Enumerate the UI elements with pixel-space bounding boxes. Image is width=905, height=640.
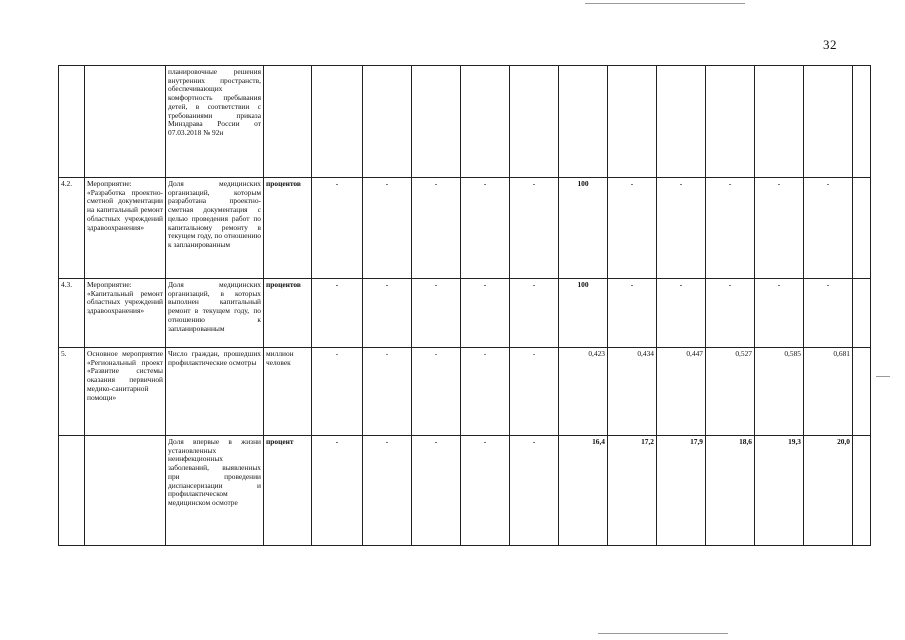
value-cell: - [706,178,755,279]
indicator-cell: Доля впервые в жизни установленных неинфекционных заболеваний, выявленных при проведении диспансеризации и профилактическом медицинском осмотре [166,436,264,546]
row-number: 4.3. [59,279,85,348]
value-cell: 0,585 [755,348,804,436]
value-cell: - [755,178,804,279]
value-cell [312,66,363,178]
row-number: 4.2. [59,178,85,279]
row-number [59,436,85,546]
value-cell: - [510,348,559,436]
value-cell: - [510,178,559,279]
scan-artifact-top [585,3,745,4]
table-row [59,178,871,279]
value-cell: - [312,279,363,348]
value-cell [853,348,871,436]
event-cell [85,66,166,178]
value-cell: - [461,436,510,546]
value-cell [510,66,559,178]
value-cell: 17,9 [657,436,706,546]
indicator-cell: Число граждан, прошедших профилактические осмотры [166,348,264,436]
value-cell: - [412,348,461,436]
value-cell: 0,423 [559,348,608,436]
indicator-table [58,65,871,546]
indicator-cell: Доля медицинских организаций, в которых выполнен капитальный ремонт в текущем году, по отношению к запланированным [166,279,264,348]
value-cell: - [608,279,657,348]
unit-cell: процентов [264,279,312,348]
value-cell: 18,6 [706,436,755,546]
row-number [59,66,85,178]
unit-cell: процентов [264,178,312,279]
value-cell: - [412,436,461,546]
value-cell: - [804,279,853,348]
value-cell: - [312,178,363,279]
value-cell [853,66,871,178]
value-cell: - [363,178,412,279]
value-cell: 16,4 [559,436,608,546]
value-cell: - [461,178,510,279]
value-cell [853,279,871,348]
page-number: 32 [823,37,837,52]
value-cell [608,66,657,178]
value-cell: - [755,279,804,348]
scan-artifact-right [876,376,890,377]
value-cell: - [657,279,706,348]
value-cell: - [706,279,755,348]
value-cell: 20,0 [804,436,853,546]
value-cell: 0,434 [608,348,657,436]
value-cell [755,66,804,178]
value-cell: 0,527 [706,348,755,436]
value-cell: - [510,279,559,348]
value-cell: - [461,279,510,348]
table-row [59,348,871,436]
value-cell: - [804,178,853,279]
value-cell: - [510,436,559,546]
value-cell [363,66,412,178]
indicator-cell: Доля медицинских организаций, которым разработана проектно-сметная документация с целью проведения работ по капитальному ремонту в текущем году, по отношению к запланированным [166,178,264,279]
value-cell [706,66,755,178]
value-cell [853,178,871,279]
table-row [59,66,871,178]
indicator-cell: планировочные решения внутренних пространств, обеспечивающих комфортность пребывания детей, в соответствии с требованиями приказа Минздрава России от 07.03.2018 № 92н [166,66,264,178]
event-cell [85,436,166,546]
value-cell [804,66,853,178]
value-cell: - [312,436,363,546]
value-cell: - [363,436,412,546]
value-cell: 0,681 [804,348,853,436]
event-cell: Мероприятие: «Разработка проектно-сметной документации на капитальный ремонт областных учреждений здравоохранения» [85,178,166,279]
value-cell: 0,447 [657,348,706,436]
event-cell: Мероприятие: «Капитальный ремонт областных учреждений здравоохранения» [85,279,166,348]
scan-artifact-bottom [598,633,728,634]
value-cell: - [363,348,412,436]
value-cell: - [312,348,363,436]
value-cell: - [657,178,706,279]
value-cell: - [608,178,657,279]
unit-cell [264,66,312,178]
value-cell [657,66,706,178]
value-cell: 100 [559,178,608,279]
event-cell: Основное мероприятие «Региональный проект «Развитие системы оказания первичной медико-санитарной помощи» [85,348,166,436]
row-number: 5. [59,348,85,436]
value-cell [559,66,608,178]
value-cell [461,66,510,178]
value-cell: - [412,178,461,279]
unit-cell: миллион человек [264,348,312,436]
value-cell: 17,2 [608,436,657,546]
value-cell: - [363,279,412,348]
value-cell: 100 [559,279,608,348]
value-cell [853,436,871,546]
value-cell: - [461,348,510,436]
value-cell: 19,3 [755,436,804,546]
table-row [59,436,871,546]
value-cell: - [412,279,461,348]
unit-cell: процент [264,436,312,546]
value-cell [412,66,461,178]
table-row [59,279,871,348]
